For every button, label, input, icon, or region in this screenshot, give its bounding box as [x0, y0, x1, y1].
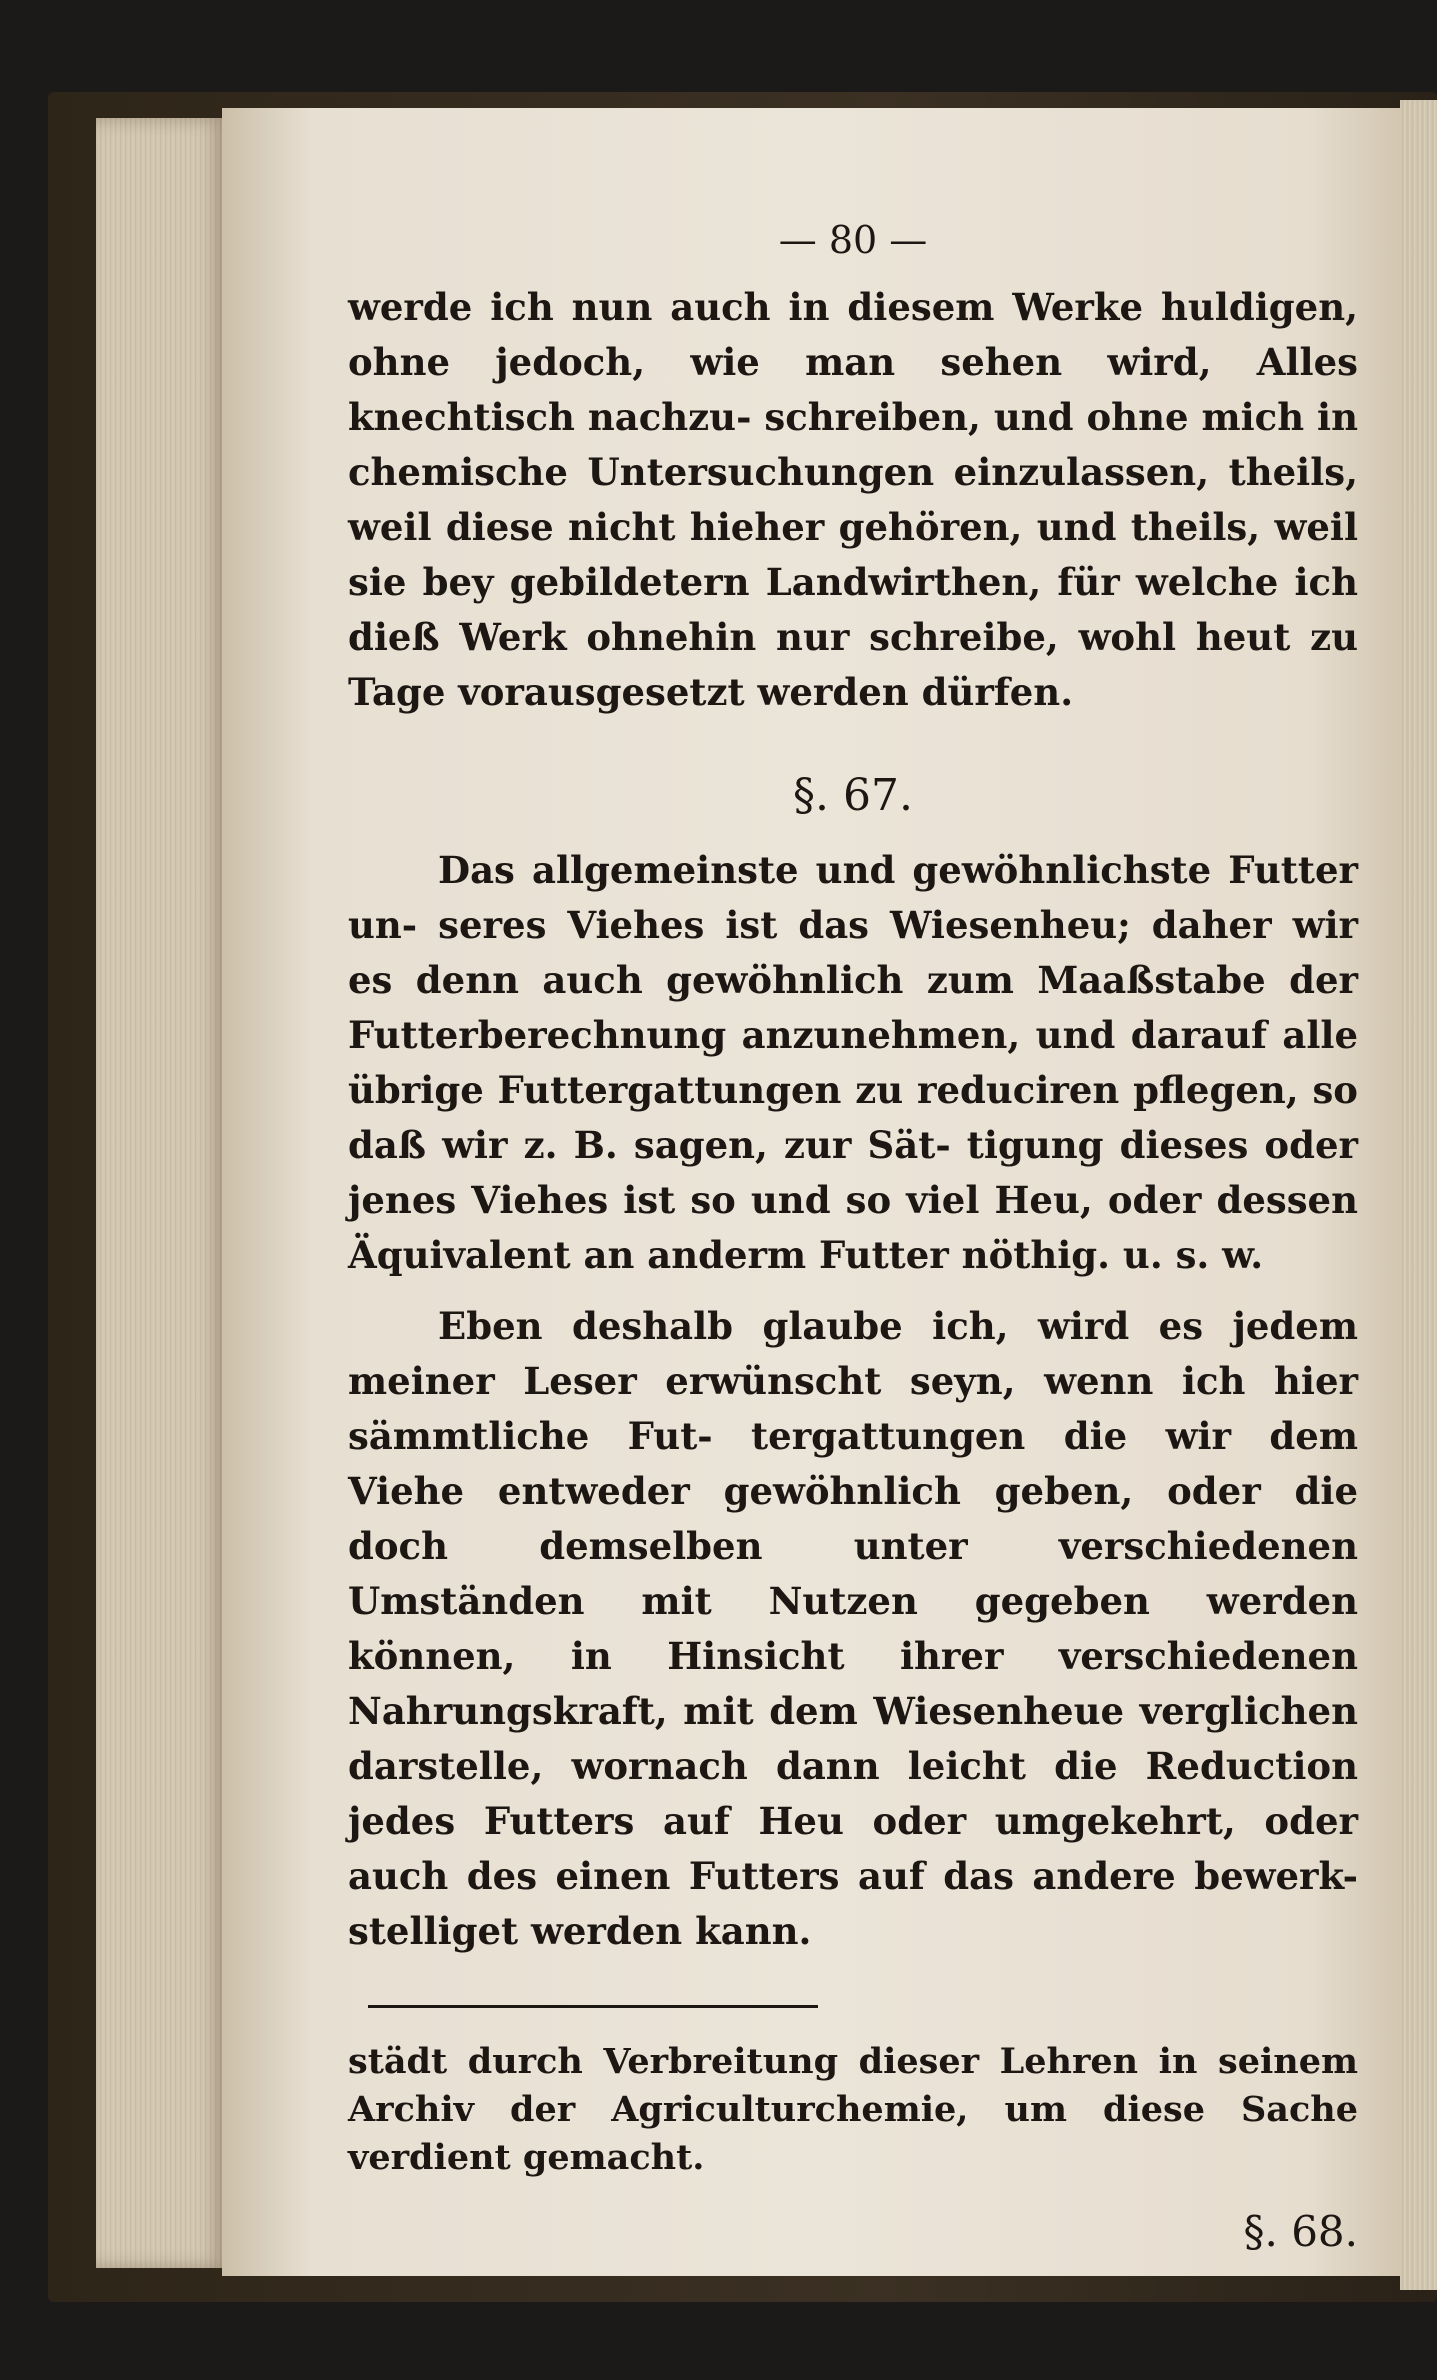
- section-heading: §. 67.: [793, 770, 913, 821]
- continuation-paragraph: werde ich nun auch in diesem Werke huldigen, ohne jedoch, wie man sehen wird, Alles knechtisch nachzu- schreiben, und ohne mich in chemische Untersuchungen einzulassen, theils, weil diese nicht hieher gehören, und theils, weil sie bey gebildetern Landwirthen, für welche ich dieß Werk ohnehin nur schreibe, wohl heut zu Tage vorausgesetzt werden dürfen.: [348, 285, 1358, 714]
- footnote-rule: [368, 2005, 818, 2008]
- paragraph-2: Eben deshalb glaube ich, wird es jedem meiner Leser erwünscht seyn, wenn ich hier sämmtliche Fut- tergattungen die wir dem Viehe entweder gewöhnlich geben, oder die doch demselben unter verschiedenen Umständen mit Nutzen gegeben werden können, in Hinsicht ihrer verschiedenen Nahrungskraft, mit dem Wiesenheue verglichen darstelle, wornach dann leicht die Reduction jedes Futters auf Heu oder umgekehrt, oder auch des einen Futters auf das andere bewerk- stelliget werden kann.: [348, 1304, 1358, 1953]
- catchword: §. 68.: [1243, 2207, 1358, 2256]
- page-stack-left: [96, 118, 226, 2268]
- footnote: städt durch Verbreitung dieser Lehren in seinem Archiv der Agriculturchemie, um diese Sache verdient gemacht.: [348, 2041, 1358, 2178]
- page-text: [348, 200, 1358, 2259]
- page-stack-right: [1400, 100, 1437, 2290]
- page-number-header: — 80 —: [778, 218, 928, 262]
- paragraph-1: Das allgemeinste und gewöhnlichste Futter un- seres Viehes ist das Wiesenheu; daher wir es denn auch gewöhnlich zum Maaßstabe der Futterberechnung anzunehmen, und darauf alle übrige Futtergattungen zu reduciren pflegen, so daß wir z. B. sagen, zur Sät- tigung dieses oder jenes Viehes ist so und so viel Heu, oder dessen Äquivalent an anderm Futter nöthig. u. s. w.: [348, 848, 1358, 1277]
